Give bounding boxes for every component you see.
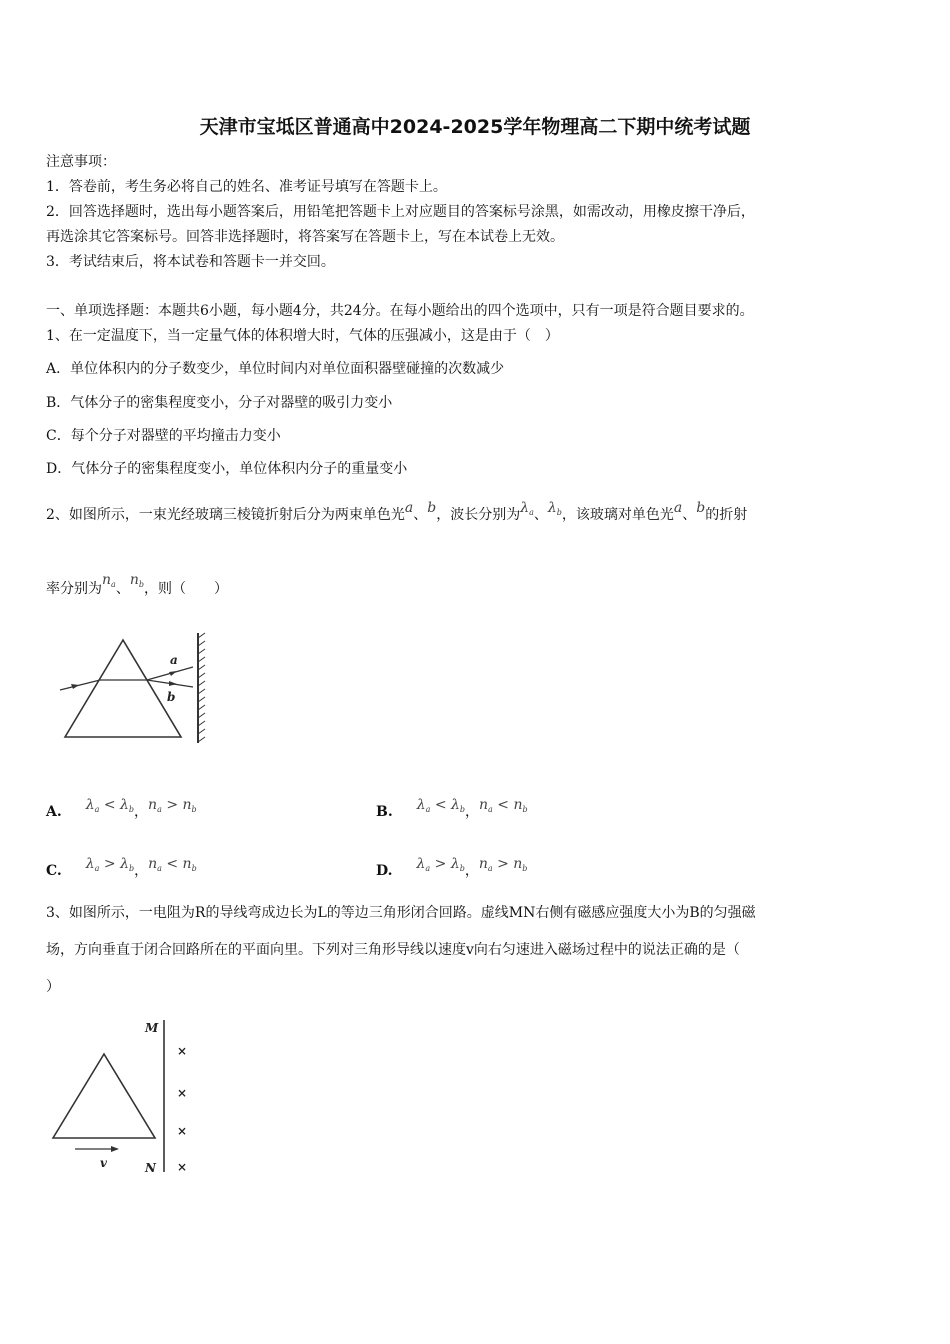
label-b: b xyxy=(167,690,176,704)
notice-item: 3．考试结束后，将本试卷和答题卡一并交回。 xyxy=(46,254,335,270)
lambda-a: $\lambda_a$ xyxy=(520,500,534,517)
symbol-a: a xyxy=(673,500,683,516)
q3-stem-line2: 场，方向垂直于闭合回路所在的平面向里。下列对三角形导线以速度v向右匀速进入磁场过程中的说法正确的是（ xyxy=(46,942,740,958)
q1-option-a: A．单位体积内的分子数变少，单位时间内对单位面积器壁碰撞的次数减少 xyxy=(46,361,505,377)
prism-figure xyxy=(55,630,215,750)
n-b: $n_b$ xyxy=(129,572,144,589)
q2-stem-line2: 率分别为$n_a$、$n_b$，则（ ） xyxy=(46,572,228,597)
ray-b-arrow xyxy=(169,681,177,686)
triangle-field-figure xyxy=(45,1012,205,1182)
lambda-b: $\lambda_b$ xyxy=(547,500,562,517)
q2-option-d: D. $\lambda_a > \lambda_b$，$n_a > n_b$ xyxy=(376,856,528,879)
q2-option-b: B. $\lambda_a < \lambda_b$，$n_a < n_b$ xyxy=(376,797,528,820)
screen-hatching xyxy=(198,633,205,742)
q2-option-a: A. $\lambda_a < \lambda_b$，$n_a > n_b$ xyxy=(46,797,197,820)
notice-heading: 注意事项： xyxy=(46,154,116,170)
label-a: a xyxy=(170,653,178,667)
notice-item: 1．答卷前，考生务必将自己的姓名、准考证号填写在答题卡上。 xyxy=(46,179,447,195)
q1-stem: 1、在一定温度下，当一定量气体的体积增大时，气体的压强减小，这是由于（ ） xyxy=(46,328,559,344)
symbol-b: b xyxy=(696,500,706,516)
symbol-a: a xyxy=(404,500,414,516)
label-n: N xyxy=(145,1161,156,1175)
triangle-loop xyxy=(53,1054,155,1138)
notice-item: 2．回答选择题时，选出每小题答案后，用铅笔把答题卡上对应题目的答案标号涂黑，如需改动，用橡皮擦干净后， xyxy=(46,204,755,220)
q1-option-d: D．气体分子的密集程度变小，单位体积内分子的重量变小 xyxy=(46,461,408,477)
ray-arrow xyxy=(71,684,79,689)
label-m: M xyxy=(145,1021,159,1035)
velocity-arrowhead xyxy=(111,1146,119,1152)
q1-option-b: B．气体分子的密集程度变小，分子对器壁的吸引力变小 xyxy=(46,395,393,411)
symbol-b: b xyxy=(427,500,437,516)
notice-item: 再选涂其它答案标号。回答非选择题时，将答案写在答题卡上，写在本试卷上无效。 xyxy=(46,229,564,245)
section-heading: 一、单项选择题：本题共6小题，每小题4分，共24分。在每小题给出的四个选项中，只有一项是符合题目要求的。 xyxy=(46,303,754,319)
n-a: $n_a$ xyxy=(102,572,116,589)
q2-stem-line1: 2、如图所示，一束光经玻璃三棱镜折射后分为两束单色光a、b，波长分别为$\lambda_a$、$\lambda_b$，该玻璃对单色光a、b的折射 xyxy=(46,500,748,523)
ray-a-arrow xyxy=(169,671,177,676)
page-title: 天津市宝坻区普通高中2024-2025学年物理高二下期中统考试题 xyxy=(199,116,751,138)
q3-stem-line1: 3、如图所示，一电阻为R的导线弯成边长为L的等边三角形闭合回路。虚线MN右侧有磁感应强度大小为B的匀强磁 xyxy=(46,905,756,921)
field-cross: × xyxy=(177,1044,188,1058)
q3-stem-line3: ） xyxy=(46,979,60,995)
prism-triangle xyxy=(65,640,181,737)
q1-option-c: C．每个分子对器壁的平均撞击力变小 xyxy=(46,428,281,444)
field-cross: × xyxy=(177,1160,188,1174)
field-cross: × xyxy=(177,1124,188,1138)
field-cross: × xyxy=(177,1086,188,1100)
q2-option-c: C. $\lambda_a > \lambda_b$，$n_a < n_b$ xyxy=(46,856,197,879)
label-v: v xyxy=(100,1156,107,1170)
